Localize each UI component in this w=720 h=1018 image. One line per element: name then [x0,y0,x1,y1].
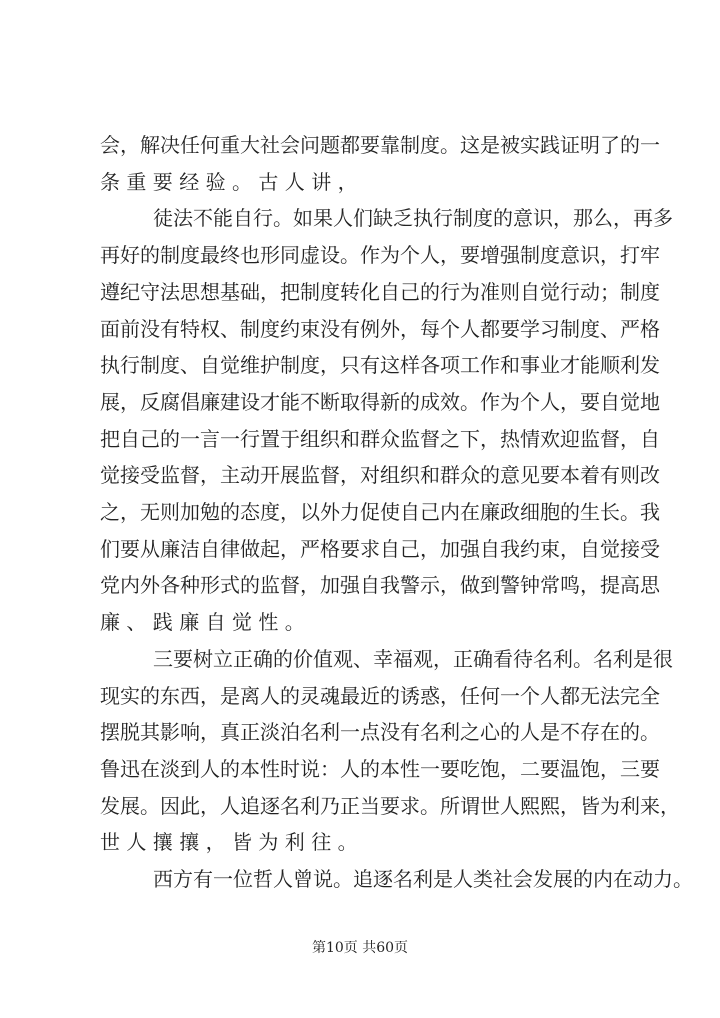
text-line: 把自己的一言一行置于组织和群众监督之下，热情欢迎监督，自 [100,426,660,451]
text-line: 西方有一位哲人曾说。追逐名利是人类社会发展的内在动力。 [153,867,693,891]
page-footer: 第10页 共60页 [311,940,409,956]
text-line: 再好的制度最终也形同虚设。作为个人，要增强制度意识，打牢 [100,243,660,268]
text-line: 发展。因此，人追逐名利乃正当要求。所谓世人熙熙，皆为利来， [100,793,680,818]
text-line: 遵纪守法思想基础，把制度转化自己的行为准则自觉行动；制度 [100,279,660,304]
text-line: 展，反腐倡廉建设才能不断取得新的成效。作为个人，要自觉地 [100,389,660,414]
text-line: 鲁迅在淡到人的本性时说：人的本性一要吃饱，二要温饱，三要 [100,756,660,781]
text-line: 三要树立正确的价值观、幸福观，正确看待名利。名利是很 [153,646,673,671]
text-line: 现实的东西，是离人的灵魂最近的诱惑，任何一个人都无法完全 [100,683,660,708]
text-line: 摆脱其影响，真正淡泊名利一点没有名利之心的人是不存在的。 [100,720,660,745]
text-line: 之，无则加勉的态度，以外力促使自己内在廉政细胞的生长。我 [100,500,660,524]
text-line: 面前没有特权、制度约束没有例外，每个人都要学习制度、严格 [100,316,660,341]
text-line: 廉、践廉自觉性。 [100,610,312,635]
text-line: 世人攘攘，皆为利往。 [100,830,364,855]
text-line: 觉接受监督，主动开展监督，对组织和群众的意见要本着有则改 [100,463,660,488]
text-line: 党内外各种形式的监督，加强自我警示，做到警钟常鸣，提高思 [100,573,660,598]
text-line: 们要从廉洁自律做起，严格要求自己，加强自我约束，自觉接受 [100,536,660,561]
text-line: 会，解决任何重大社会问题都要靠制度。这是被实践证明了的一 [100,133,660,157]
text-line: 执行制度、自觉维护制度，只有这样各项工作和事业才能顺利发 [100,353,660,378]
text-line: 徒法不能自行。如果人们缺乏执行制度的意识，那么，再多 [153,206,673,231]
text-line: 条重要经验。古人讲， [100,169,364,194]
